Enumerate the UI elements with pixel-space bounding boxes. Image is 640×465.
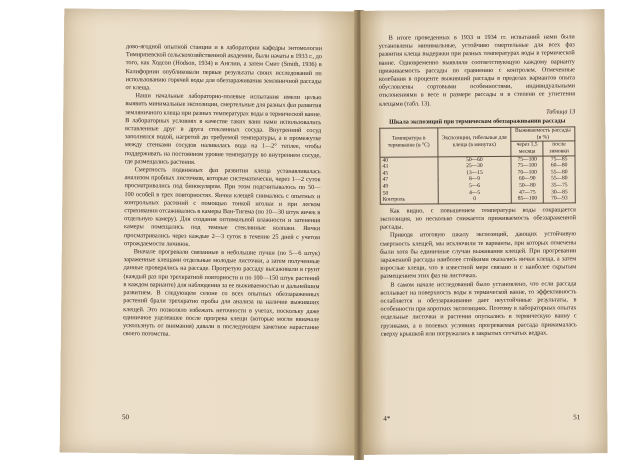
paragraph: Наши начальные лабораторно-полевые испытания имели целью выявить минимальные экспозиции, смертельные для разных фаз развития земляничного клеща при разных температурах воды в термической ванне. В лабораторных условиях в качестве таких ванн нами использовались вставленные друг в друга стеклянных сосуда. Внутренний сосуд заполнялся водой, нагретой до требуемой температуры, а в промежутке между стенками сосудов наливалась вода на 1—2° теплее, чтобы поддерживать на постоянном уровне температуру во внутреннем сосуде, где размещались растения. (124, 92, 322, 166)
table-cell: 75—100 (511, 163, 543, 170)
table-cell: 47 (380, 177, 438, 184)
paragraph: Приводя итоговую шкалу экспозиций, дающих устойчивую смертность клещей, мы исключили те варианты, при которых отмечены были хотя бы единичные случаи выживания клещей. При прогревании зараженной рассады наиболее стойкими оказались яички клеща, а затем взрослые клещи, что в известной мере связано и с наиболее скрытым размещением этих фаз на листочках. (380, 230, 577, 281)
table-cell: 60—90 (511, 176, 543, 183)
table-cell: Контроль (380, 196, 438, 203)
paragraph: В самом начале исследований было установлено, что если рассада всплывает на поверхность воды в термической ванне, то эффективность ослабляется и обеззараживание дает неустойчивые результаты, в особенности при коротких экспозициях. Поэтому в лабораторных опытах отдельные листочки и растения опускались в термическую ванну с грузиками, а в полевых условиях прогреваемая рассада прижималась сверху крышкой или погружалась в закрытых сетчатых ведрах. (380, 279, 577, 338)
table-cell: 70—93 (543, 196, 575, 203)
paragraph: Смертность подвижных фаз развития клеща устанавливалась анализом пробных листочков, которые систематически, через 1—2 суток просматривались под бинокуляром. При этом подсчитывалось по 50—100 особей в трех повторностях. Яички клещей снимались с опытных и контрольных растений с помощью тонкой иголки и при легком стряхивании отсаживались в камеры Ван-Тигема (по 10—30 штук яичек в отдельную камеру). Для создания оптимальной влажности и затенения камеры помещались под темные стеклянные колпаки. Яички просматривались через каждые 2—3 суток в течение 25 дней с учетом отрождаемости личинок. (123, 166, 321, 248)
page-number: 51 (573, 413, 581, 422)
table-cell: 25—30 (438, 163, 512, 170)
table-cell: 45 (380, 170, 438, 177)
column-header-exposure: Экспозиции, гибельные для клеща (в минутах) (437, 128, 511, 157)
exposure-table (379, 127, 576, 205)
table-caption: Таблица 13 (546, 108, 576, 116)
right-page-text (379, 33, 577, 338)
table-cell: 43 (380, 164, 438, 171)
table-cell: 60—80 (543, 163, 575, 170)
paragraph: Как видно, с повышением температуры воды сокращается экспозиция, но несколько снижается приживаемость обеззараженной рассады. (379, 206, 576, 231)
left-page-text (123, 43, 322, 340)
table-cell: 4—5 (438, 189, 512, 196)
table-cell: 50—60 (438, 156, 512, 164)
table-cell: 70—100 (511, 169, 543, 176)
table-cell: 8—9 (438, 176, 512, 183)
table-cell: 0 (438, 196, 512, 204)
open-book (62, 10, 602, 462)
column-header-survival: Выживаемость рассады (в %) (511, 127, 575, 142)
table-cell: 35—75 (543, 182, 575, 189)
table-cell: 40 (380, 156, 438, 163)
signature-mark: 4* (383, 414, 391, 423)
column-header-after-winter: после зимовки (543, 141, 575, 155)
left-page (60, 8, 361, 455)
table-cell: 47—75 (511, 189, 543, 196)
table-cell: 13—15 (438, 170, 512, 177)
table-cell: 55—80 (543, 176, 575, 183)
table-cell: 75—100 (511, 156, 543, 163)
right-page (360, 9, 607, 455)
paragraph: дово-ягодной опытной станции и в лаборатории кафедры энтомологии Тимирязевской сельскохозяйственной академии, были начаты в 1933 г., до того, как Ходсон (Hodson, 1934) в Англии, а затем Смит (Smith, 1936) в Калифорнии опубликовали первые результаты своих исследований по использованию горячей воды для обеззараживания земляничной рассады от клеща. (125, 43, 322, 92)
table-cell: 50—80 (511, 183, 543, 190)
paragraph: Вначале прогревали связанные в небольшие пучки (по 5—6 штук) зараженные клещами отдельные молодые листочки, а затем полученные данные проверялись на рассаде. Прогретую рассаду высаживали в грунт (каждый раз при трехкратной повторности и по 100—150 штук растений в каждом варианте) для наблюдения за ее выживаемостью и дальнейшим развитием. В следующем сезоне со всех опытных обеззараженных растений брали трехкратно пробы для анализа на наличие выживших клещей. Это позволяло избежать неточности в учетах, поскольку даже единичное уцелевшее после прогрева клещи (которые могли ввначале ускользнуть от внимания) давали в последующем заметное нарастание своего потомства. (122, 248, 320, 338)
table-cell: 30—85 (543, 189, 575, 196)
column-header-temperature: Температура в термованне (в °С) (380, 128, 438, 157)
table-cell: 5—6 (438, 183, 512, 190)
table-row (380, 196, 575, 204)
table-title: Шкала экспозиций при термическом обеззараживании рассады (389, 117, 566, 126)
table-cell: 85—100 (511, 196, 543, 203)
table-cell: 49 (380, 183, 438, 190)
page-number: 50 (122, 413, 130, 422)
table-cell: 55—80 (543, 169, 575, 176)
paragraph: В итоге проведенных в 1933 и 1934 гг. испытаний нами были установлены минимальные, устойчиво смертельные для всех фаз развития клеща выдержки при разных температурах воды в термической ванне. Одновременно выявляли соответствующую каждому варианту приживаемость рассады по сравнению с контролем. Отмеченные колебания в проценте выживший рассады в пределах вариантов опыта обусловлены сортовыми особенностями, индивидуальными отклонениями в весе и размере рассады и в степени ее угнетения клещами (табл. 13). (378, 33, 576, 108)
column-header-after-month: через 1,5 месяца (511, 142, 543, 156)
table-cell: 75—85 (543, 155, 575, 162)
table-cell: 50 (380, 190, 438, 197)
